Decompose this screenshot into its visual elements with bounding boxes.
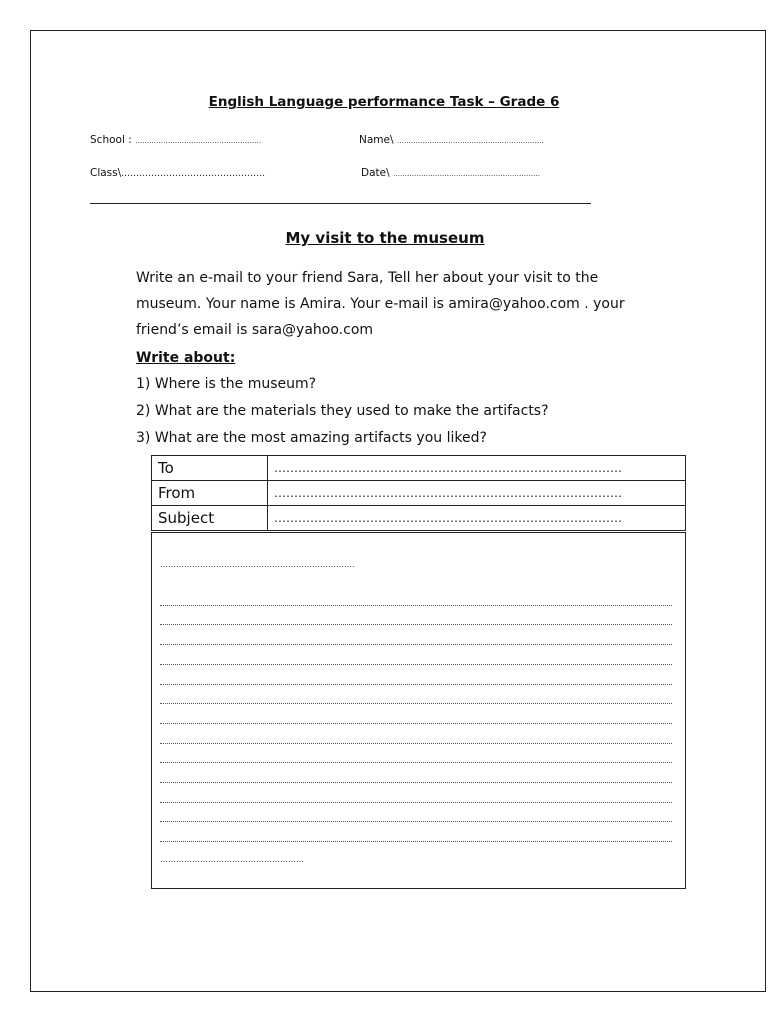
writing-line — [160, 664, 672, 665]
writing-line — [160, 782, 672, 783]
email-subject-label: Subject — [152, 506, 268, 531]
school-field[interactable] — [90, 134, 261, 146]
writing-line — [160, 743, 672, 744]
writing-line — [160, 703, 672, 704]
writing-line — [160, 821, 672, 822]
writing-line — [160, 644, 672, 645]
school-blank: ……………………………………………… — [135, 137, 262, 145]
instruction-line-3: friend’s email is sara@yahoo.com — [136, 322, 374, 338]
question-3: 3) What are the most amazing artifacts you liked? — [136, 430, 487, 446]
worksheet-title: English Language performance Task – Grade 6 — [208, 94, 560, 110]
email-from-label: From — [152, 481, 268, 506]
class-field[interactable] — [90, 167, 265, 179]
email-from-row — [152, 481, 686, 506]
date-blank: ……………………………………………………… — [392, 170, 540, 178]
writing-line — [160, 762, 672, 763]
class-label: Class\ — [90, 167, 122, 179]
email-subject-row — [152, 506, 686, 531]
question-2: 2) What are the materials they used to make the artifacts? — [136, 403, 549, 419]
email-to-field[interactable]: …………………………………………………………………………… — [268, 456, 686, 481]
write-about-label: Write about: — [136, 350, 236, 366]
name-label: Name\ — [359, 134, 394, 146]
question-1: 1) Where is the museum? — [136, 376, 317, 392]
name-field[interactable] — [359, 134, 544, 146]
name-blank: ……………………………………………………… — [396, 137, 544, 145]
greeting-blank: ………………………………………………………………. — [160, 560, 355, 569]
email-header-table — [151, 455, 686, 531]
email-to-label: To — [152, 456, 268, 481]
writing-line — [160, 723, 672, 724]
task-heading: My visit to the museum — [285, 229, 485, 247]
date-field[interactable] — [361, 167, 540, 179]
writing-line — [160, 605, 672, 606]
email-from-field[interactable]: …………………………………………………………………………… — [268, 481, 686, 506]
email-body-area[interactable] — [151, 532, 686, 889]
instruction-line-2: museum. Your name is Amira. Your e-mail is amira@yahoo.com . your — [136, 296, 625, 312]
instruction-line-1: Write an e-mail to your friend Sara, Tell her about your visit to the — [136, 270, 599, 286]
writing-line — [160, 684, 672, 685]
writing-line — [160, 841, 672, 842]
date-label: Date\ — [361, 167, 390, 179]
header-separator — [90, 203, 591, 204]
closing-blank: ……………………………………………… — [160, 855, 304, 864]
class-blank: ………………………………………… — [121, 169, 266, 179]
school-label: School : — [90, 134, 132, 146]
write-about-heading — [136, 345, 235, 371]
writing-line — [160, 624, 672, 625]
email-to-row — [152, 456, 686, 481]
email-subject-field[interactable]: …………………………………………………………………………… — [268, 506, 686, 531]
writing-line — [160, 802, 672, 803]
